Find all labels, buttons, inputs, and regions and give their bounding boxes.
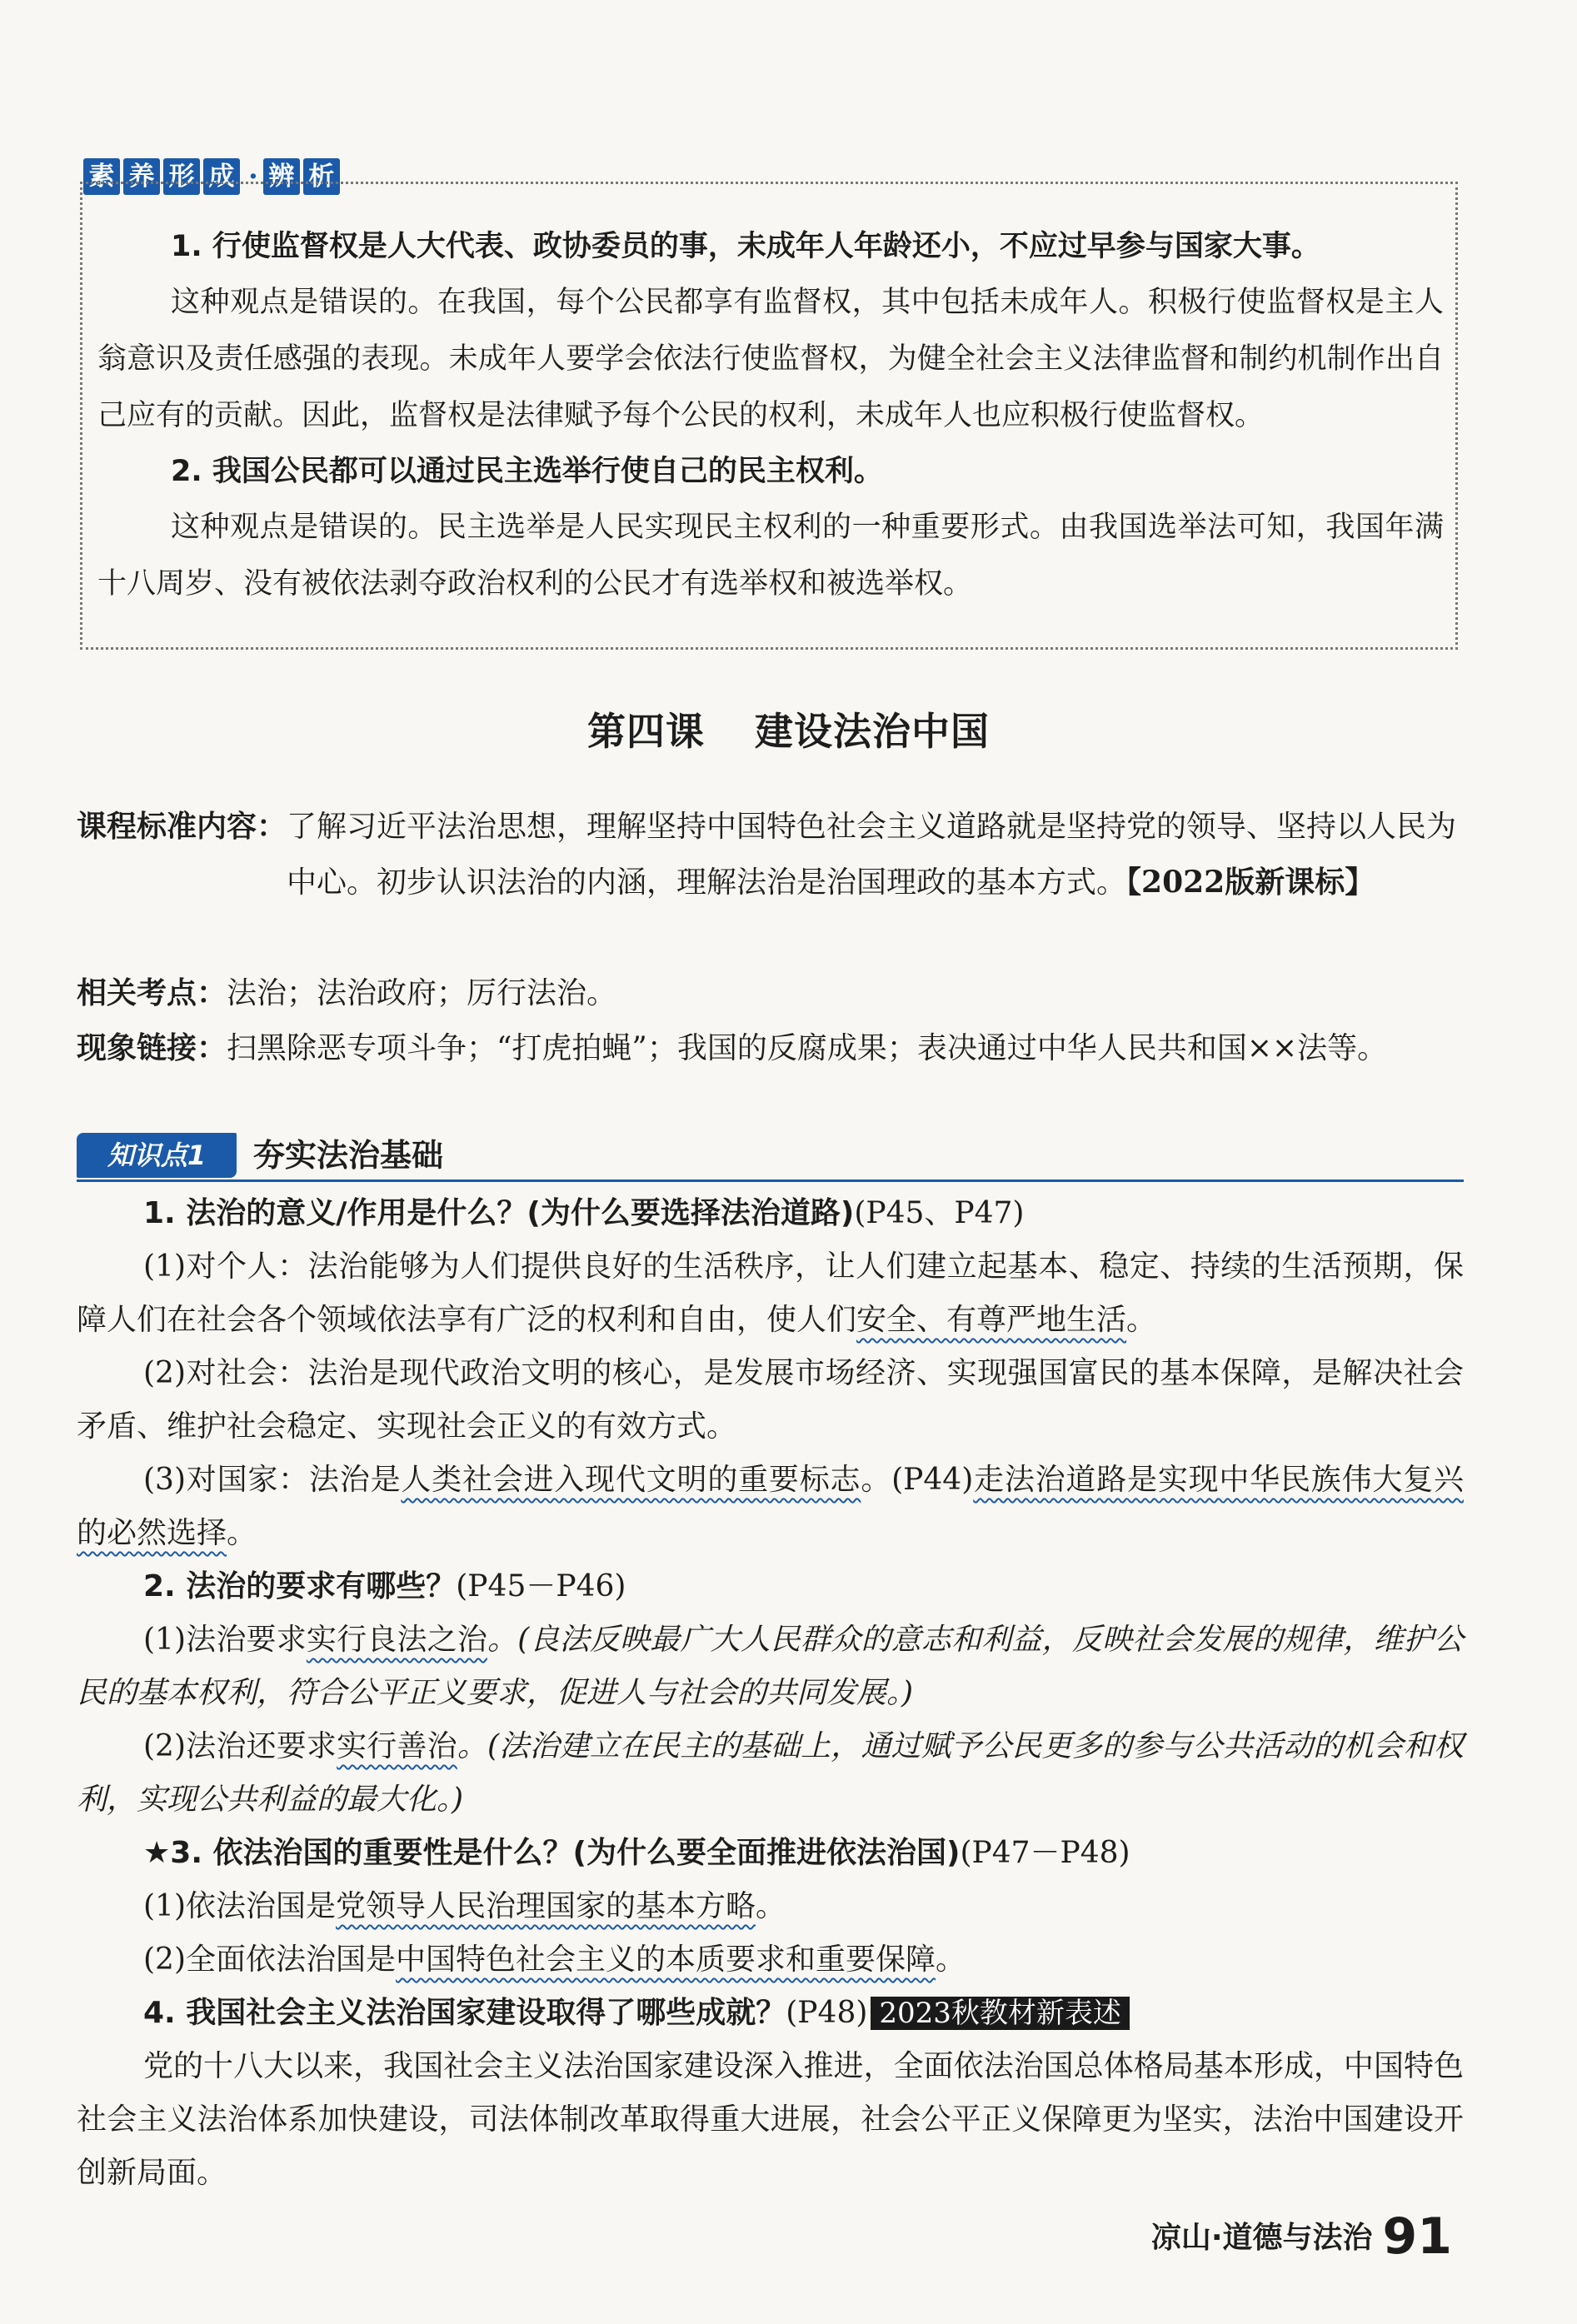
page-ref: (P47－P48)	[960, 1836, 1130, 1870]
key-phrase: 实行善治	[337, 1729, 457, 1763]
exam-points-label: 相关考点：	[77, 976, 227, 1010]
exam-points	[77, 966, 1464, 1021]
analysis-tag-char: 素	[83, 158, 120, 195]
analysis-tag-char: 辨	[263, 158, 300, 195]
section-1-point-2: (2)对社会：法治是现代政治文明的核心，是发展市场经济、实现强国富民的基本保障，是解决社会矛盾、维护社会稳定、实现社会正义的有效方式。	[77, 1356, 1464, 1444]
course-standard	[77, 800, 1464, 910]
knowledge-content	[77, 1187, 1464, 2200]
section-1-point-1: (1)对个人：法治能够为人们提供良好的生活秩序，让人们建立起基本、稳定、持续的生活预期，保障人们在社会各个领域依法享有广泛的权利和自由，使人们安全、有尊严地生活。	[77, 1249, 1464, 1337]
analysis-question-2: 2. 我国公民都可以通过民主选举行使自己的民主权利。	[171, 455, 883, 488]
new-textbook-tag: 2023秋教材新表述	[871, 1997, 1130, 2030]
footer-text: 凉山·道德与法治	[1150, 2221, 1373, 2255]
phenomena-text: 扫黑除恶专项斗争；“打虎拍蝇”；我国的反腐成果；表决通过中华人民共和国××法等。	[227, 1031, 1388, 1065]
analysis-box	[80, 182, 1458, 650]
analysis-tag-char: 形	[163, 158, 200, 195]
analysis-answer-2: 这种观点是错误的。民主选举是人民实现民主权利的一种重要形式。由我国选举法可知，我国年满十八周岁、没有被依法剥夺政治权利的公民才有选举权和被选举权。	[97, 511, 1444, 601]
note: 。(良法反映最广大人民群众的意志和利益，反映社会发展的规律，维护公民的基本权利，符合公平正义要求，促进人与社会的共同发展。)	[77, 1623, 1464, 1710]
key-phrase: 人类社会进入现代文明的重要标志	[401, 1463, 861, 1497]
section-1-point-3: (3)对国家：法治是人类社会进入现代文明的重要标志。(P44)走法治道路是实现中华民族伟大复兴的必然选择。	[77, 1463, 1464, 1550]
analysis-tag-char: 养	[123, 158, 160, 195]
lesson-title	[0, 701, 1577, 756]
phenomena-links	[77, 1021, 1464, 1076]
section-3-point-2: (2)全面依法治国是中国特色社会主义的本质要求和重要保障。	[143, 1942, 966, 1977]
analysis-tag-separator: ·	[248, 160, 258, 193]
page-ref: (P48)	[786, 1996, 868, 2030]
analysis-tag-char: 析	[303, 158, 340, 195]
section-2-question: 2. 法治的要求有哪些？(P45－P46)	[143, 1569, 626, 1603]
section-2-point-2: (2)法治还要求实行善治。(法治建立在民主的基础上，通过赋予公民更多的参与公共活动的机会和权利，实现公共利益的最大化。)	[77, 1729, 1464, 1817]
section-4-answer: 党的十八大以来，我国社会主义法治国家建设深入推进，全面依法治国总体格局基本形成，中国特色社会主义法治体系加快建设，司法体制改革取得重大进展，社会公平正义保障更为坚实，法治中国建设开创新局面。	[77, 2049, 1464, 2190]
key-phrase: 中国特色社会主义的本质要求和重要保障	[396, 1942, 936, 1977]
note: 。(法治建立在民主的基础上，通过赋予公民更多的参与公共活动的机会和权利，实现公共利益的最大化。)	[77, 1729, 1464, 1817]
lesson-name: 建设法治中国	[755, 709, 990, 754]
section-4-question: 4. 我国社会主义法治国家建设取得了哪些成就？(P48) 2023秋教材新表述	[77, 1987, 1464, 2040]
section-3-question: ★3. 依法治国的重要性是什么？(为什么要全面推进依法治国)(P47－P48)	[143, 1836, 1130, 1870]
section-1-question: 1. 法治的意义/作用是什么？(为什么要选择法治道路)(P45、P47)	[143, 1196, 1025, 1230]
page-ref: (P45－P46)	[456, 1569, 626, 1603]
page-ref: (P45、P47)	[854, 1196, 1025, 1230]
page-number: 91	[1382, 2207, 1452, 2266]
section-3-point-1: (1)依法治国是党领导人民治理国家的基本方略。	[143, 1889, 786, 1923]
exam-points-text: 法治；法治政府；厉行法治。	[227, 976, 617, 1010]
knowledge-point-rule	[77, 1179, 1464, 1182]
knowledge-point-title: 夯实法治基础	[253, 1137, 444, 1174]
course-standard-tag: 【2022版新课标】	[1126, 865, 1375, 900]
key-phrase: 实行良法之治	[306, 1623, 488, 1657]
key-phrase: 党领导人民治理国家的基本方略	[336, 1889, 756, 1923]
phenomena-label: 现象链接：	[77, 1031, 227, 1065]
section-2-point-1: (1)法治要求实行良法之治。(良法反映最广大人民群众的意志和利益，反映社会发展的规律，维护公民的基本权利，符合公平正义要求，促进人与社会的共同发展。)	[77, 1623, 1464, 1710]
course-standard-label: 课程标准内容：	[77, 810, 287, 844]
analysis-answer-1: 这种观点是错误的。在我国，每个公民都享有监督权，其中包括未成年人。积极行使监督权是主人翁意识及责任感强的表现。未成年人要学会依法行使监督权，为健全社会主义法律监督和制约机制作出自己应有的贡献。因此，监督权是法律赋予每个公民的权利，未成年人也应积极行使监督权。	[97, 286, 1444, 432]
knowledge-point-header	[77, 1133, 1464, 1181]
knowledge-point-badge: 知识点1	[77, 1133, 237, 1178]
lesson-number: 第四课	[587, 709, 705, 754]
key-phrase: 走法治道路是实现中华民族伟大复兴的必然选择	[77, 1463, 1464, 1550]
analysis-question-1: 1. 行使监督权是人大代表、政协委员的事，未成年人年龄还小，不应过早参与国家大事。	[171, 230, 1320, 263]
analysis-tag-char: 成	[203, 158, 240, 195]
key-phrase: 安全、有尊严地生活	[856, 1303, 1127, 1337]
course-standard-text: 了解习近平法治思想，理解坚持中国特色社会主义道路就是坚持党的领导、坚持以人民为中心。初步认识法治的内涵，理解法治是治国理政的基本方式。【2022版新课标】	[287, 810, 1457, 900]
page-footer	[1150, 2207, 1452, 2266]
